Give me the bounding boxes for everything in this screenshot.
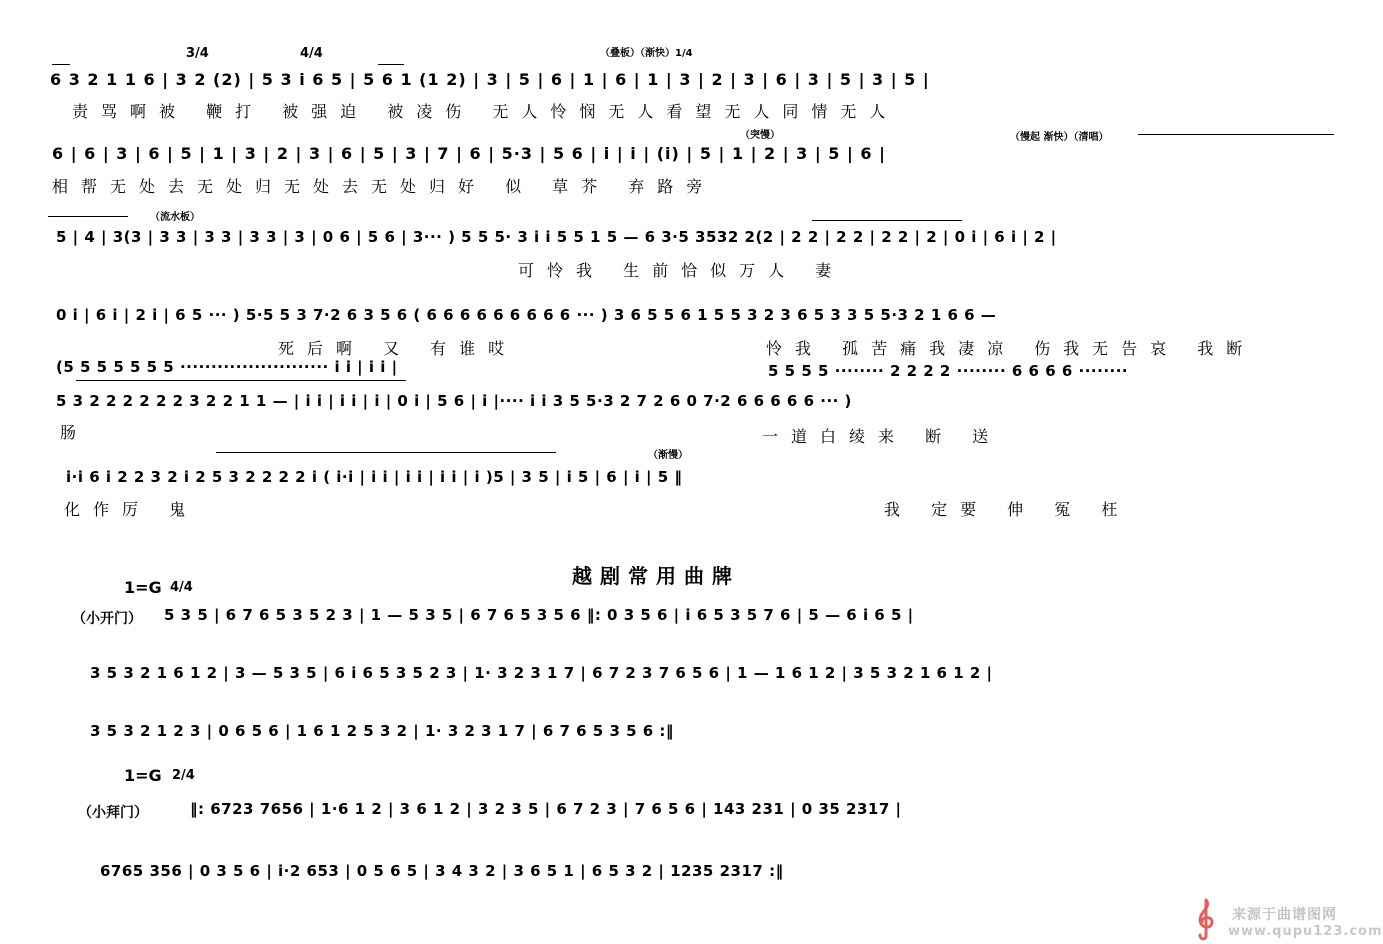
key-signature: 1=G [124, 578, 162, 597]
tempo-annotation: （慢起 渐快）（清唱） [1010, 132, 1109, 143]
slur-mark [52, 64, 70, 65]
lyrics-line: 肠 [60, 423, 90, 442]
tempo-annotation: （流水板） [150, 212, 200, 223]
time-signature: 2/4 [172, 768, 195, 783]
slur-mark [216, 452, 556, 453]
tempo-annotation: （渐慢） [648, 450, 688, 461]
time-signature: 4/4 [300, 46, 323, 61]
time-signature: 3/4 [186, 46, 209, 61]
notation-row: 3 5 3 2 1 6 1 2 | 3 — 5 3 5 | 6 i 6 5 3 5 2 3 | 1· 3 2 3 1 7 | 6 7 2 3 7 6 5 6 | 1 — 1 6 1 2 | 3 5 3 2 1 6 1 2 | [90, 664, 993, 682]
lyrics-line: 可怜我 生前恰似万人 妻 [518, 261, 845, 280]
lyrics-line: 一道白绫来 断 送 [762, 427, 1002, 446]
watermark-url: www.qupu123.com [1228, 924, 1383, 939]
notation-row: 5 3 5 | 6 7 6 5 3 5 2 3 | 1 — 5 3 5 | 6 7 6 5 3 5 6 ‖: 0 3 5 6 | i 6 5 3 5 7 6 | 5 — 6 i 6 5 | [164, 606, 914, 624]
lyrics-line: 责骂啊被 鞭打 被强迫 被凌伤 无人怜悯无人看望无人同情无人 [72, 102, 899, 121]
slur-mark [378, 64, 404, 65]
notation-row: ‖: 6723 7656 | 1·6 1 2 | 3 6 1 2 | 3 2 3 5 | 6 7 2 3 | 7 6 5 6 | 143 231 | 0 35 2317 | [190, 800, 902, 818]
slur-mark [76, 380, 406, 381]
lyrics-line: 怜我 孤苦痛我凄凉 伤我无告哀 我断 [766, 339, 1256, 358]
notation-row: 3 5 3 2 1 2 3 | 0 6 5 6 | 1 6 1 2 5 3 2 | 1· 3 2 3 1 7 | 6 7 6 5 3 5 6 :‖ [90, 722, 674, 740]
key-signature: 1=G [124, 766, 162, 785]
tune-label: （小拜门） [78, 805, 148, 821]
notation-line: 0 i | 6 i | 2 i | 6 5 ··· ) 5·5 5 3 7·2 6 3 5 6 ( 6 6 6 6 6 6 6 6 6 ··· ) 3 6 5 5 6 1 5 5 3 2 3 6 5 3 3 5 5·3 2 1 6 6 — [56, 306, 997, 324]
notation-line-upper: (5 5 5 5 5 5 5 ························ i i | i i | [56, 358, 398, 376]
notation-line: 5 | 4 | 3(3 | 3 3 | 3 3 | 3 3 | 3 | 0 6 | 5 6 | 3··· ) 5 5 5· 3 i i 5 5 1 5 — 6 3·5 3532 2(2 | 2 2 | 2 2 | 2 2 | 2 | 0 i | 6 i | 2 | [56, 228, 1057, 246]
tune-label: （小开门） [72, 611, 142, 627]
lyrics-line: 我 定要 伸 冤 枉 [884, 500, 1131, 519]
notation-line: 5 3 2 2 2 2 2 2 3 2 2 1 1 — | i i | i i | i | 0 i | 5 6 | i |···· i i 3 5 5·3 2 7 2 6 0 7·2 6 6 6 6 6 ··· ) [56, 392, 852, 410]
slur-mark [812, 220, 962, 221]
tempo-annotation: （叠板）（渐快）1/4 [600, 48, 693, 59]
time-signature: 4/4 [170, 580, 193, 595]
slur-mark [48, 216, 128, 217]
watermark-text: 来源于曲谱图网 [1232, 907, 1337, 923]
lyrics-line: 化作厉 鬼 [64, 500, 199, 519]
notation-line: 6 | 6 | 3 | 6 | 5 | 1 | 3 | 2 | 3 | 6 | 5 | 3 | 7 | 6 | 5·3 | 5 6 | i | i | (i) | 5 | 1 | 2 | 3 | 5 | 6 | [52, 144, 886, 163]
notation-row: 6765 356 | 0 3 5 6 | i·2 653 | 0 5 6 5 | 3 4 3 2 | 3 6 5 1 | 6 5 3 2 | 1235 2317 :‖ [100, 862, 784, 880]
notation-line: 6 3 2 1 1 6 | 3 2 (2) | 5 3 i 6 5 | 5 6 1 (1 2) | 3 | 5 | 6 | 1 | 6 | 1 | 3 | 2 | 3 | 6 | 3 | 5 | 3 | 5 | [50, 70, 930, 89]
lyrics-line: 死后啊 又 有谁哎 [278, 339, 518, 358]
lyrics-line: 相帮无处去无处归无处去无处归好 似 草芥 弃路旁 [52, 177, 716, 196]
slur-mark [1138, 134, 1334, 135]
treble-clef-icon [1192, 898, 1220, 944]
notation-line: i·i 6 i 2 2 3 2 i 2 5 3 2 2 2 2 i ( i·i | i i | i i | i i | i )5 | 3 5 | i 5 | 6 | i | 5 ‖ [66, 468, 683, 486]
notation-line-upper: 5 5 5 5 ········ 2 2 2 2 ········ 6 6 6 6 ········ [768, 362, 1129, 380]
tempo-annotation: （突慢） [740, 130, 780, 141]
section-title: 越剧常用曲牌 [572, 564, 740, 588]
